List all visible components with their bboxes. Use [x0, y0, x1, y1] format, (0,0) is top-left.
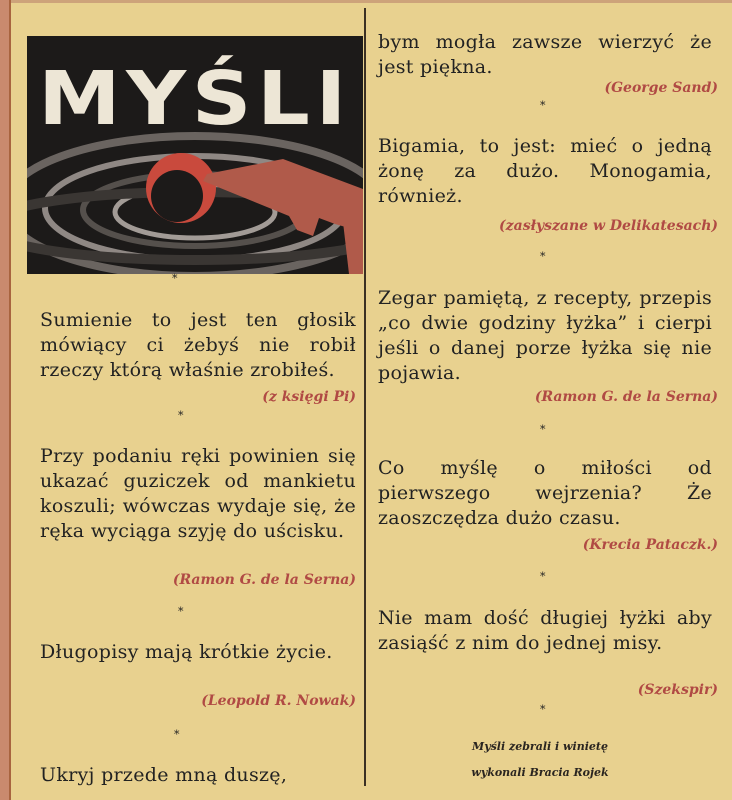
- quote-author: (Szekspir): [637, 682, 718, 698]
- quote-author: (zasłyszane w Delikatesach): [499, 218, 718, 234]
- separator-star: *: [178, 605, 184, 618]
- quote-author: (Ramon G. de la Serna): [172, 572, 356, 588]
- quote-text: bym mogła zawsze wierzyć że jest piękna.: [378, 31, 712, 78]
- separator-star: *: [174, 728, 180, 741]
- left-margin-line: [9, 0, 11, 800]
- separator-star: *: [540, 423, 546, 436]
- quote-text: Nie mam dość długiej łyżki aby zasiąść z nim do jednej misy.: [378, 607, 712, 654]
- quote-author: (George Sand): [604, 80, 718, 96]
- quote-author: (Leopold R. Nowak): [201, 693, 356, 709]
- quote-text: Długopisy mają krótkie życie.: [40, 641, 333, 663]
- top-border-line: [11, 0, 732, 3]
- quote-author: (Ramon G. de la Serna): [534, 389, 718, 405]
- credits-line-2: wykonali Bracia Rojek: [471, 766, 609, 779]
- credits-line-1: Myśli zebrali i winietę: [472, 740, 608, 753]
- quote-author: (z księgi Pi): [262, 389, 356, 405]
- column-divider: [364, 8, 366, 786]
- separator-star: *: [540, 250, 546, 263]
- separator-star: *: [172, 272, 178, 285]
- separator-star: *: [178, 409, 184, 422]
- quote-text: Przy podaniu ręki powinien się ukazać guziczek od mankietu koszuli; wówczas wydaje się, że ręka wyciąga szyję do uścisku.: [40, 445, 356, 542]
- logo-vignette: [27, 36, 363, 274]
- separator-star: *: [540, 570, 546, 583]
- left-margin-strip: [0, 0, 9, 800]
- quote-text: Sumienie to jest ten głosik mówiący ci żebyś nie robił rzeczy którą właśnie zrobiłeś.: [40, 309, 356, 381]
- quote-text: Zegar pamiętą, z recepty, przepis „co dwie godziny łyżka” i cierpi jeśli o danej porze łyżka się nie pojawia.: [378, 287, 712, 384]
- separator-star: *: [540, 99, 546, 112]
- separator-star: *: [540, 703, 546, 716]
- quote-author: (Krecia Pataczk.): [582, 537, 718, 553]
- logo-title: MYŚLI: [38, 56, 352, 142]
- quote-text: Bigamia, to jest: mieć o jedną żonę za dużo. Monogamia, również.: [378, 135, 712, 207]
- quote-text: Co myślę o miłości od pierwszego wejrzenia? Że zaoszczędza dużo czasu.: [378, 457, 712, 529]
- quote-text: Ukryj przede mną duszę,: [40, 764, 288, 786]
